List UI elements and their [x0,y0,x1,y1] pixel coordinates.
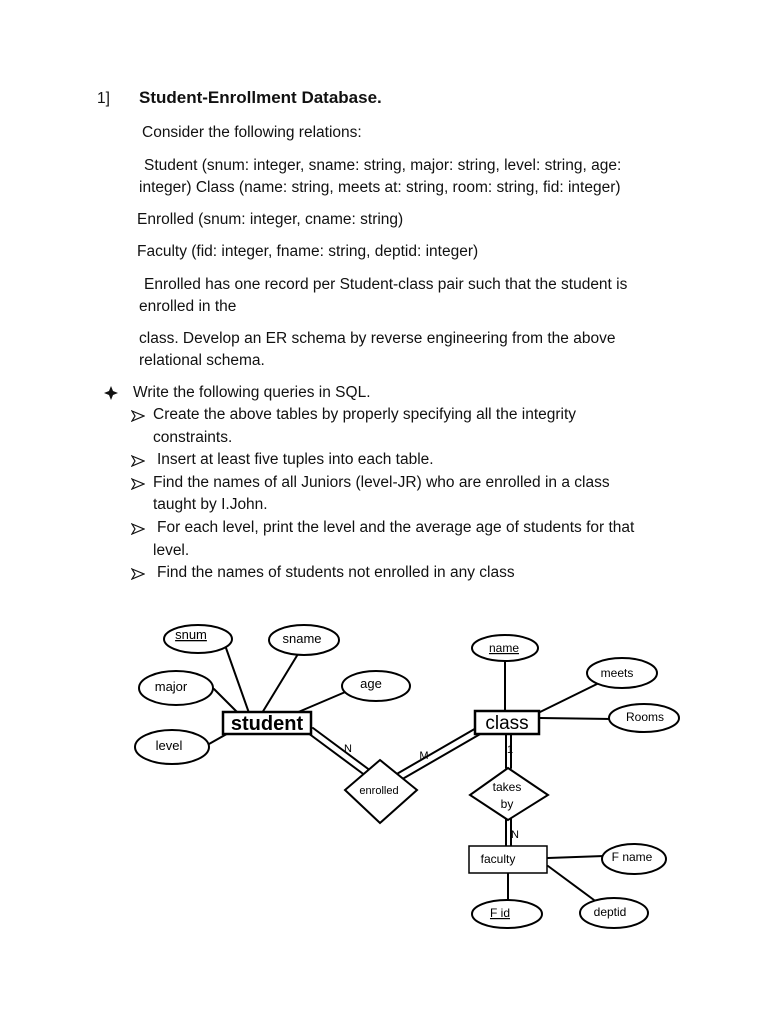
attribute-rooms-label: Rooms [625,710,665,724]
task-item-5-line1: Find the names of students not enrolled in any class [157,564,515,581]
task-item-2-line1: Insert at least five tuples into each table. [157,451,434,468]
connector-fname [548,856,604,858]
connector-student-enrolled-a [308,733,370,779]
attribute-deptid-label: deptid [593,905,627,919]
description-line1: Enrolled has one record per Student-class pair such that the student is [144,276,628,293]
student-relation-line2: integer) Class (name: string, meets at: string, room: string, fid: integer) [139,179,621,196]
relationship-takes-label: takes [492,780,522,794]
attribute-age-label: age [360,676,382,691]
connector-rooms [540,718,612,719]
task-item-4-line2: level. [153,542,190,559]
student-relation-line1: Student (snum: integer, sname: string, major: string, level: string, age: [144,157,622,174]
cardinality-takes-faculty: N [511,829,519,841]
intro-text: Consider the following relations: [142,124,362,141]
entity-faculty-label: faculty [480,852,516,866]
description-line3: class. Develop an ER schema by reverse engineering from the above [139,330,616,347]
attribute-fid-label: F id [489,906,511,920]
connector-enrolled-class-b [399,733,482,781]
task-item-4-line1: For each level, print the level and the average age of students for that [157,519,635,536]
connector-enrolled-class-a [395,727,478,775]
attribute-name-label: name [488,641,520,655]
entity-class-label: class [485,713,529,734]
attribute-meets-label: meets [600,666,634,680]
connector-sname [262,654,298,713]
entity-student-label: student [230,713,304,735]
relationship-takes-by [470,768,548,820]
page-title: Student-Enrollment Database. [139,88,382,107]
attribute-major-label: major [154,679,188,694]
enrolled-relation: Enrolled (snum: integer, cname: string) [137,211,404,228]
task-item-1-line1: Create the above tables by properly specifying all the integrity [153,406,577,423]
task-item-3-line1: Find the names of all Juniors (level-JR) who are enrolled in a class [153,474,610,491]
task-item-3-line2: taught by I.John. [153,496,268,513]
attribute-level-label: level [155,738,183,753]
connector-deptid [548,866,594,900]
description-line2: enrolled in the [139,298,237,315]
cardinality-class-enrolled: M [419,750,429,762]
task-label: Write the following queries in SQL. [133,384,371,401]
relationship-by-label: by [500,797,514,811]
attribute-sname-label: sname [282,631,322,646]
description-line4: relational schema. [139,352,265,369]
connector-age [296,690,350,713]
relationship-enrolled-label: enrolled [359,785,399,797]
task-item-1-line2: constraints. [153,429,233,446]
cardinality-class-takes: 1 [506,744,514,756]
connector-major [214,689,238,713]
attribute-snum-label: snum [175,627,207,642]
attribute-fname-label: F name [611,850,653,864]
connector-meets [538,684,597,713]
cardinality-student-enrolled: N [344,743,352,755]
faculty-relation: Faculty (fid: integer, fname: string, deptid: integer) [137,243,479,260]
section-number: 1] [97,90,110,107]
